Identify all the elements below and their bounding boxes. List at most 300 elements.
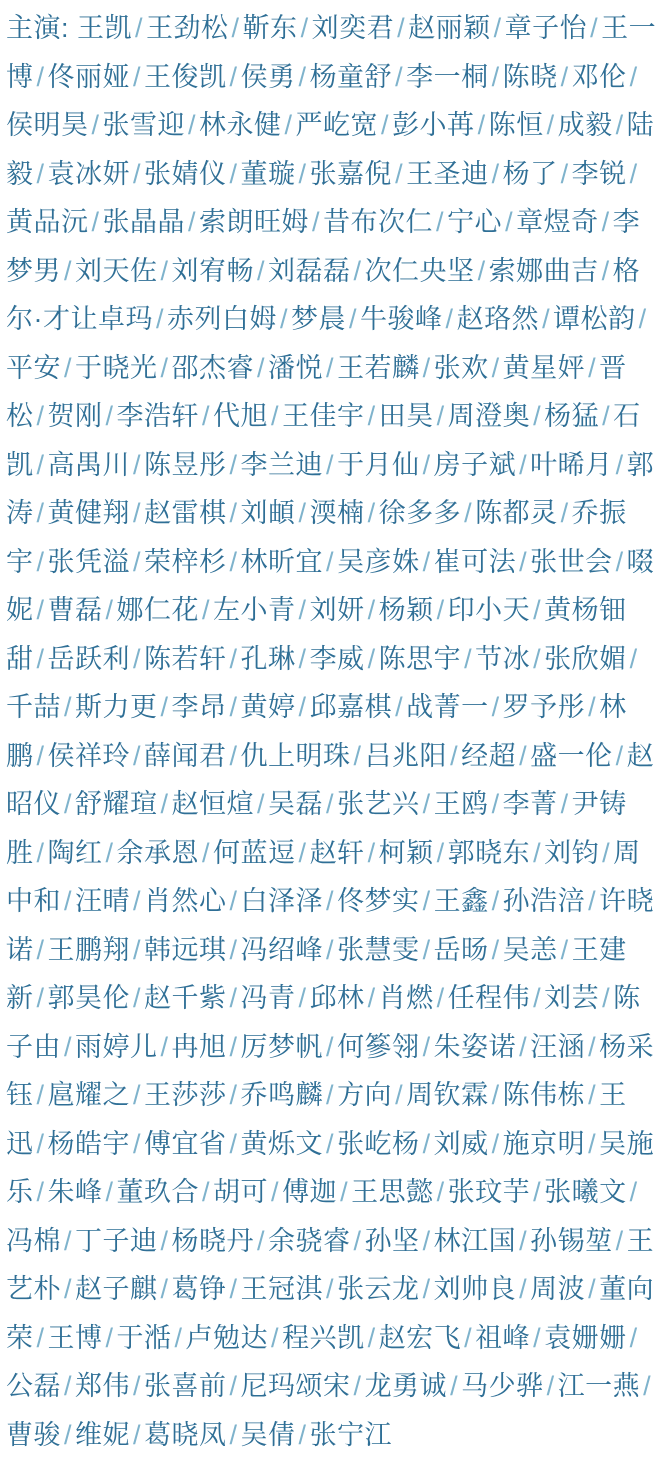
cast-name[interactable]: 袁冰妍 bbox=[47, 158, 131, 189]
cast-name[interactable]: 张屹杨 bbox=[337, 1128, 420, 1159]
cast-name[interactable]: 靳东 bbox=[242, 13, 298, 43]
cast-name[interactable]: 赵昭仪 bbox=[6, 740, 655, 819]
cast-separator: / bbox=[643, 1371, 652, 1401]
cast-name[interactable]: 王佳宇 bbox=[282, 401, 365, 431]
cast-separator: / bbox=[229, 1031, 238, 1062]
cast-separator: / bbox=[133, 158, 142, 189]
cast-separator: / bbox=[629, 643, 638, 674]
cast-name[interactable]: 黄烁文 bbox=[240, 1128, 324, 1159]
cast-separator: / bbox=[229, 498, 238, 528]
cast-name[interactable]: 白泽泽 bbox=[240, 886, 324, 916]
cast-name[interactable]: 王俊凯 bbox=[144, 61, 227, 92]
cast-name[interactable]: 王思懿 bbox=[351, 1177, 434, 1207]
cast-name[interactable]: 陈昱彤 bbox=[144, 449, 227, 480]
cast-name[interactable]: 袁姗姗 bbox=[544, 1322, 627, 1353]
cast-name[interactable]: 李锐 bbox=[571, 158, 627, 189]
cast-name[interactable]: 斯力更 bbox=[75, 692, 158, 722]
cast-name[interactable]: 王博 bbox=[47, 1322, 103, 1353]
cast-name[interactable]: 董玖合 bbox=[116, 1177, 200, 1207]
cast-name[interactable]: 邵杰睿 bbox=[171, 352, 255, 383]
cast-name[interactable]: 次仁央坚 bbox=[364, 255, 475, 286]
cast-separator: / bbox=[160, 1031, 169, 1062]
cast-name[interactable]: 罗予彤 bbox=[502, 692, 586, 722]
cast-name[interactable]: 冯棉 bbox=[6, 1225, 61, 1256]
cast-name[interactable]: 侯勇 bbox=[240, 61, 296, 92]
cast-separator: / bbox=[326, 1080, 335, 1110]
cast-name[interactable]: 厉梦帆 bbox=[240, 1031, 324, 1062]
cast-separator: / bbox=[271, 1322, 280, 1353]
cast-name[interactable]: 尹铸胜 bbox=[6, 789, 627, 868]
cast-name[interactable]: 牛骏峰 bbox=[360, 304, 443, 334]
cast-name[interactable]: 盛一伦 bbox=[530, 740, 613, 771]
cast-separator: / bbox=[367, 983, 376, 1013]
cast-name[interactable]: 佟梦实 bbox=[337, 886, 420, 916]
cast-name[interactable]: 李一桐 bbox=[406, 61, 489, 92]
cast-name[interactable]: 格尔·才让卓玛 bbox=[6, 255, 641, 334]
cast-separator: / bbox=[422, 1225, 431, 1256]
cast-name[interactable]: 吴倩 bbox=[240, 1419, 296, 1450]
cast-separator: / bbox=[422, 449, 431, 480]
cast-name[interactable]: 吴施乐 bbox=[6, 1128, 655, 1207]
cast-separator: / bbox=[64, 255, 73, 286]
cast-separator: / bbox=[381, 110, 390, 140]
cast-name[interactable]: 邓伦 bbox=[571, 61, 627, 92]
cast-name[interactable]: 张欢 bbox=[433, 352, 489, 383]
cast-name[interactable]: 冯绍峰 bbox=[240, 934, 324, 965]
cast-separator: / bbox=[271, 401, 280, 431]
cast-separator: / bbox=[298, 643, 307, 674]
cast-name[interactable]: 严屹宽 bbox=[295, 110, 379, 140]
cast-separator: / bbox=[464, 498, 473, 528]
cast-name[interactable]: 高禺川 bbox=[47, 449, 131, 480]
cast-name[interactable]: 于湉 bbox=[116, 1322, 172, 1353]
cast-name[interactable]: 陈思宇 bbox=[378, 643, 462, 674]
cast-separator: / bbox=[367, 498, 376, 528]
cast-name[interactable]: 刘芸 bbox=[544, 983, 600, 1013]
cast-separator: / bbox=[91, 110, 100, 140]
cast-name[interactable]: 章子怡 bbox=[504, 13, 588, 43]
cast-name[interactable]: 晋松 bbox=[6, 352, 627, 431]
cast-name[interactable]: 陈恒 bbox=[488, 110, 544, 140]
cast-name[interactable]: 肖然心 bbox=[144, 886, 227, 916]
cast-name[interactable]: 维妮 bbox=[75, 1419, 131, 1450]
cast-separator: / bbox=[105, 401, 114, 431]
cast-name[interactable]: 张婧仪 bbox=[144, 158, 227, 189]
cast-name[interactable]: 刘帅良 bbox=[433, 1274, 517, 1304]
cast-name[interactable]: 王鑫 bbox=[433, 886, 489, 916]
cast-name[interactable]: 乔振宇 bbox=[6, 498, 627, 577]
cast-name[interactable]: 印小天 bbox=[447, 595, 531, 625]
cast-name[interactable]: 黄品沅 bbox=[6, 207, 89, 237]
cast-name[interactable]: 周中和 bbox=[6, 837, 641, 916]
cast-separator: / bbox=[491, 1080, 500, 1110]
cast-name[interactable]: 尼玛颂宋 bbox=[240, 1371, 351, 1401]
cast-name[interactable]: 刘宥畅 bbox=[171, 255, 255, 286]
cast-name[interactable]: 潘悦 bbox=[268, 352, 324, 383]
cast-separator: / bbox=[533, 1177, 542, 1207]
cast-name[interactable]: 舒耀瑄 bbox=[75, 789, 158, 819]
cast-name[interactable]: 江一燕 bbox=[557, 1371, 641, 1401]
cast-name[interactable]: 节冰 bbox=[475, 643, 531, 674]
cast-name[interactable]: 周钦霖 bbox=[406, 1080, 489, 1110]
cast-name[interactable]: 公磊 bbox=[6, 1371, 61, 1401]
cast-name[interactable]: 石凯 bbox=[6, 401, 641, 480]
cast-name[interactable]: 林昕宜 bbox=[240, 546, 324, 577]
cast-separator: / bbox=[436, 401, 445, 431]
cast-name[interactable]: 董向荣 bbox=[6, 1274, 655, 1353]
cast-name[interactable]: 程兴凯 bbox=[282, 1322, 365, 1353]
cast-name[interactable]: 丁子迪 bbox=[75, 1225, 158, 1256]
cast-name[interactable]: 于晓光 bbox=[75, 352, 158, 383]
cast-name[interactable]: 经超 bbox=[461, 740, 517, 771]
cast-name[interactable]: 郭晓东 bbox=[447, 837, 531, 868]
cast-separator: / bbox=[105, 1322, 114, 1353]
cast-name[interactable]: 余骁睿 bbox=[268, 1225, 351, 1256]
cast-name[interactable]: 渜楠 bbox=[309, 498, 365, 528]
cast-name[interactable]: 邱林 bbox=[309, 983, 365, 1013]
cast-name[interactable]: 许晓诺 bbox=[6, 886, 655, 965]
cast-name[interactable]: 叶晞月 bbox=[530, 449, 613, 480]
cast-name[interactable]: 赵雷棋 bbox=[144, 498, 227, 528]
cast-separator: / bbox=[298, 983, 307, 1013]
cast-separator: / bbox=[615, 110, 624, 140]
cast-name[interactable]: 贺刚 bbox=[47, 401, 103, 431]
cast-name[interactable]: 王迅 bbox=[6, 1080, 627, 1159]
cast-separator: / bbox=[326, 352, 335, 383]
cast-name[interactable]: 周波 bbox=[530, 1274, 586, 1304]
cast-name[interactable]: 王劲松 bbox=[146, 13, 229, 43]
cast-separator: / bbox=[588, 1274, 597, 1304]
cast-name[interactable]: 荣梓杉 bbox=[144, 546, 227, 577]
cast-separator: / bbox=[602, 837, 611, 868]
cast-separator: / bbox=[133, 546, 142, 577]
cast-name[interactable]: 张艺兴 bbox=[337, 789, 420, 819]
cast-name[interactable]: 杨猛 bbox=[544, 401, 600, 431]
cast-name[interactable]: 于月仙 bbox=[337, 449, 420, 480]
cast-name[interactable]: 刘钧 bbox=[544, 837, 600, 868]
cast-separator: / bbox=[546, 1371, 555, 1401]
cast-name[interactable]: 林江国 bbox=[433, 1225, 517, 1256]
cast-name[interactable]: 王艺朴 bbox=[6, 1225, 655, 1304]
cast-separator: / bbox=[133, 1080, 142, 1110]
cast-name[interactable]: 索娜曲吉 bbox=[488, 255, 599, 286]
cast-name[interactable]: 吴彦姝 bbox=[337, 546, 420, 577]
cast-name[interactable]: 王若麟 bbox=[337, 352, 420, 383]
cast-name[interactable]: 孔琳 bbox=[240, 643, 296, 674]
cast-name[interactable]: 仇上明珠 bbox=[240, 740, 351, 771]
cast-name[interactable]: 雨婷儿 bbox=[75, 1031, 158, 1062]
cast-name[interactable]: 王鹏翔 bbox=[47, 934, 131, 965]
cast-name[interactable]: 刘奕君 bbox=[311, 13, 395, 43]
cast-separator: / bbox=[615, 740, 624, 771]
cast-separator: / bbox=[326, 934, 335, 965]
cast-separator: / bbox=[188, 110, 197, 140]
cast-name[interactable]: 王凯 bbox=[77, 13, 133, 43]
cast-name[interactable]: 田昊 bbox=[378, 401, 434, 431]
cast-name[interactable]: 李梦男 bbox=[6, 207, 641, 286]
cast-separator: / bbox=[188, 207, 197, 237]
cast-separator: / bbox=[533, 595, 542, 625]
cast-name[interactable]: 李浩轩 bbox=[116, 401, 200, 431]
cast-name[interactable]: 赵宏飞 bbox=[378, 1322, 462, 1353]
cast-name[interactable]: 陈伟栋 bbox=[502, 1080, 586, 1110]
cast-name[interactable]: 马少骅 bbox=[461, 1371, 544, 1401]
cast-separator: / bbox=[133, 1371, 142, 1401]
cast-name[interactable]: 曹磊 bbox=[47, 595, 103, 625]
cast-name[interactable]: 王鸥 bbox=[433, 789, 489, 819]
cast-name[interactable]: 林永健 bbox=[199, 110, 282, 140]
cast-name[interactable]: 战菁一 bbox=[406, 692, 489, 722]
cast-name[interactable]: 赵子麒 bbox=[75, 1274, 158, 1304]
cast-name[interactable]: 董璇 bbox=[240, 158, 296, 189]
cast-separator: / bbox=[477, 110, 486, 140]
cast-name[interactable]: 啜妮 bbox=[6, 546, 655, 625]
cast-name[interactable]: 杨皓宇 bbox=[47, 1128, 131, 1159]
cast-name[interactable]: 代旭 bbox=[213, 401, 269, 431]
cast-name[interactable]: 杨童舒 bbox=[309, 61, 393, 92]
cast-separator: / bbox=[326, 1031, 335, 1062]
cast-separator: / bbox=[533, 401, 542, 431]
cast-name[interactable]: 刘妍 bbox=[309, 595, 365, 625]
cast-name[interactable]: 郑伟 bbox=[75, 1371, 131, 1401]
cast-name[interactable]: 梦晨 bbox=[291, 304, 347, 334]
cast-name[interactable]: 曹骏 bbox=[6, 1419, 61, 1450]
cast-name[interactable]: 侯明昊 bbox=[6, 110, 89, 140]
cast-name[interactable]: 佟丽娅 bbox=[47, 61, 131, 92]
cast-name[interactable]: 张玟芋 bbox=[447, 1177, 531, 1207]
cast-name[interactable]: 张曦文 bbox=[544, 1177, 627, 1207]
cast-separator: / bbox=[202, 837, 211, 868]
cast-separator: / bbox=[588, 1080, 597, 1110]
cast-name[interactable]: 孙浩涪 bbox=[502, 886, 586, 916]
cast-name[interactable]: 吕兆阳 bbox=[364, 740, 448, 771]
cast-name[interactable]: 陈若轩 bbox=[144, 643, 227, 674]
cast-separator: / bbox=[64, 692, 73, 722]
cast-name[interactable]: 冯青 bbox=[240, 983, 296, 1013]
cast-name[interactable]: 索朗旺姆 bbox=[199, 207, 310, 237]
cast-separator: / bbox=[229, 449, 238, 480]
cast-separator: / bbox=[450, 740, 459, 771]
cast-separator: / bbox=[436, 1177, 445, 1207]
cast-name[interactable]: 王建新 bbox=[6, 934, 627, 1013]
cast-name[interactable]: 乔鸣麟 bbox=[240, 1080, 324, 1110]
cast-name[interactable]: 杨采钰 bbox=[6, 1031, 655, 1110]
cast-label: 主演: bbox=[6, 13, 70, 43]
cast-name[interactable]: 郭昊伦 bbox=[47, 983, 131, 1013]
cast-name[interactable]: 林鹏 bbox=[6, 692, 627, 771]
cast-name[interactable]: 张晶晶 bbox=[102, 207, 186, 237]
cast-name[interactable]: 吴恙 bbox=[502, 934, 558, 965]
cast-name[interactable]: 周澄奥 bbox=[447, 401, 531, 431]
cast-name[interactable]: 左小青 bbox=[213, 595, 296, 625]
cast-name[interactable]: 赵轩 bbox=[309, 837, 365, 868]
cast-separator: / bbox=[105, 595, 114, 625]
cast-name[interactable]: 葛铮 bbox=[171, 1274, 227, 1304]
cast-name[interactable]: 李昂 bbox=[171, 692, 227, 722]
cast-separator: / bbox=[326, 449, 335, 480]
cast-name[interactable]: 张嘉倪 bbox=[309, 158, 393, 189]
cast-separator: / bbox=[36, 837, 45, 868]
cast-name[interactable]: 黄健翔 bbox=[47, 498, 131, 528]
cast-name[interactable]: 扈耀之 bbox=[47, 1080, 131, 1110]
cast-separator: / bbox=[36, 595, 45, 625]
cast-name[interactable]: 陈都灵 bbox=[475, 498, 558, 528]
cast-separator: / bbox=[326, 1128, 335, 1159]
cast-name[interactable]: 何篸翎 bbox=[337, 1031, 420, 1062]
cast-name[interactable]: 杨颖 bbox=[378, 595, 434, 625]
cast-separator: / bbox=[280, 304, 289, 334]
cast-separator: / bbox=[36, 498, 45, 528]
cast-name[interactable]: 赵恒煊 bbox=[171, 789, 255, 819]
cast-name[interactable]: 葛晓凤 bbox=[144, 1419, 227, 1450]
cast-name[interactable]: 谭松韵 bbox=[553, 304, 636, 334]
cast-name[interactable]: 王一博 bbox=[6, 13, 657, 92]
cast-separator: / bbox=[638, 304, 647, 334]
cast-separator: / bbox=[422, 352, 431, 383]
cast-separator: / bbox=[367, 401, 376, 431]
cast-separator: / bbox=[229, 934, 238, 965]
cast-name[interactable]: 陈子由 bbox=[6, 983, 641, 1062]
cast-name[interactable]: 王冠淇 bbox=[240, 1274, 324, 1304]
cast-separator: / bbox=[491, 61, 500, 92]
cast-name[interactable]: 平安 bbox=[6, 352, 61, 383]
cast-name[interactable]: 赵千紫 bbox=[144, 983, 227, 1013]
cast-separator: / bbox=[560, 158, 569, 189]
cast-separator: / bbox=[133, 498, 142, 528]
cast-name[interactable]: 徐多多 bbox=[378, 498, 462, 528]
cast-name[interactable]: 岳旸 bbox=[433, 934, 489, 965]
cast-name[interactable]: 王莎莎 bbox=[144, 1080, 227, 1110]
cast-name[interactable]: 施京明 bbox=[502, 1128, 586, 1159]
cast-name[interactable]: 杨晓丹 bbox=[171, 1225, 255, 1256]
cast-name[interactable]: 肖燃 bbox=[378, 983, 434, 1013]
cast-name[interactable]: 胡可 bbox=[213, 1177, 269, 1207]
cast-name[interactable]: 张雪迎 bbox=[102, 110, 186, 140]
cast-separator: / bbox=[588, 692, 597, 722]
cast-name[interactable]: 房子斌 bbox=[433, 449, 517, 480]
cast-name[interactable]: 娜仁花 bbox=[116, 595, 200, 625]
cast-separator: / bbox=[588, 886, 597, 916]
cast-separator: / bbox=[436, 837, 445, 868]
cast-separator: / bbox=[629, 158, 638, 189]
cast-name[interactable]: 余承恩 bbox=[116, 837, 200, 868]
cast-separator: / bbox=[326, 789, 335, 819]
cast-name[interactable]: 张慧雯 bbox=[337, 934, 420, 965]
cast-name[interactable]: 刘磊磊 bbox=[268, 255, 351, 286]
cast-name[interactable]: 吴磊 bbox=[268, 789, 324, 819]
cast-separator: / bbox=[590, 13, 599, 43]
cast-separator: / bbox=[601, 207, 610, 237]
cast-name[interactable]: 张宁江 bbox=[309, 1419, 393, 1450]
cast-separator: / bbox=[422, 1274, 431, 1304]
cast-name[interactable]: 成毅 bbox=[557, 110, 613, 140]
cast-name[interactable]: 崔可法 bbox=[433, 546, 517, 577]
cast-name[interactable]: 冉旭 bbox=[171, 1031, 227, 1062]
cast-name[interactable]: 汪涵 bbox=[530, 1031, 586, 1062]
cast-separator: / bbox=[36, 934, 45, 965]
cast-name[interactable]: 何蓝逗 bbox=[213, 837, 296, 868]
cast-name[interactable]: 张云龙 bbox=[337, 1274, 420, 1304]
cast-name[interactable]: 李兰迪 bbox=[240, 449, 324, 480]
cast-name[interactable]: 韩远琪 bbox=[144, 934, 227, 965]
cast-name[interactable]: 昔布次仁 bbox=[323, 207, 434, 237]
cast-name[interactable]: 邱嘉棋 bbox=[309, 692, 393, 722]
cast-name[interactable]: 祖峰 bbox=[475, 1322, 531, 1353]
cast-separator: / bbox=[36, 1177, 45, 1207]
cast-name[interactable]: 刘頔 bbox=[240, 498, 296, 528]
cast-separator: / bbox=[229, 643, 238, 674]
cast-name[interactable]: 龙勇诚 bbox=[364, 1371, 448, 1401]
cast-name[interactable]: 方向 bbox=[337, 1080, 393, 1110]
cast-name[interactable]: 张凭溢 bbox=[47, 546, 131, 577]
cast-name[interactable]: 郭涛 bbox=[6, 449, 655, 528]
cast-name[interactable]: 陈晓 bbox=[502, 61, 558, 92]
cast-separator: / bbox=[395, 158, 404, 189]
cast-name[interactable]: 彭小苒 bbox=[392, 110, 475, 140]
cast-name[interactable]: 黄婷 bbox=[240, 692, 296, 722]
cast-name[interactable]: 李威 bbox=[309, 643, 365, 674]
cast-name[interactable]: 陶红 bbox=[47, 837, 103, 868]
cast-name[interactable]: 汪晴 bbox=[75, 886, 131, 916]
cast-name[interactable]: 岳跃利 bbox=[47, 643, 131, 674]
cast-name[interactable]: 卢勉达 bbox=[185, 1322, 269, 1353]
cast-name[interactable]: 侯祥玲 bbox=[47, 740, 131, 771]
cast-name[interactable]: 任程伟 bbox=[447, 983, 531, 1013]
cast-separator: / bbox=[560, 789, 569, 819]
cast-separator: / bbox=[229, 1371, 238, 1401]
cast-separator: / bbox=[160, 255, 169, 286]
cast-name[interactable]: 柯颖 bbox=[378, 837, 434, 868]
cast-name[interactable]: 朱姿诺 bbox=[433, 1031, 517, 1062]
cast-separator: / bbox=[229, 983, 238, 1013]
cast-name[interactable]: 刘天佐 bbox=[75, 255, 158, 286]
cast-name[interactable]: 千喆 bbox=[6, 692, 61, 722]
cast-name[interactable]: 赵丽颖 bbox=[408, 13, 491, 43]
cast-name[interactable]: 张欣媚 bbox=[544, 643, 627, 674]
cast-name[interactable]: 陆毅 bbox=[6, 110, 655, 189]
cast-separator: / bbox=[229, 1128, 238, 1159]
cast-name[interactable]: 赵珞然 bbox=[456, 304, 540, 334]
cast-name[interactable]: 李菁 bbox=[502, 789, 558, 819]
cast-name[interactable]: 黄星㛁 bbox=[502, 352, 586, 383]
cast-separator: / bbox=[36, 983, 45, 1013]
cast-separator: / bbox=[64, 1031, 73, 1062]
cast-separator: / bbox=[353, 1225, 362, 1256]
cast-separator: / bbox=[491, 934, 500, 965]
cast-name[interactable]: 傅宜省 bbox=[144, 1128, 227, 1159]
cast-name[interactable]: 王圣迪 bbox=[406, 158, 489, 189]
cast-name[interactable]: 杨了 bbox=[502, 158, 558, 189]
cast-name[interactable]: 傅迦 bbox=[282, 1177, 338, 1207]
cast-name[interactable]: 孙坚 bbox=[364, 1225, 420, 1256]
cast-name[interactable]: 孙锡堃 bbox=[530, 1225, 613, 1256]
cast-name[interactable]: 刘威 bbox=[433, 1128, 489, 1159]
cast-separator: / bbox=[202, 1177, 211, 1207]
cast-name[interactable]: 赤列白姆 bbox=[167, 304, 278, 334]
cast-name[interactable]: 张喜前 bbox=[144, 1371, 227, 1401]
cast-separator: / bbox=[519, 740, 528, 771]
cast-name[interactable]: 章煜奇 bbox=[516, 207, 599, 237]
cast-separator: / bbox=[560, 498, 569, 528]
cast-name[interactable]: 张世会 bbox=[530, 546, 613, 577]
cast-separator: / bbox=[367, 643, 376, 674]
cast-name[interactable]: 宁心 bbox=[447, 207, 503, 237]
cast-separator: / bbox=[422, 546, 431, 577]
cast-name[interactable]: 朱峰 bbox=[47, 1177, 103, 1207]
cast-name[interactable]: 黄杨钿甜 bbox=[6, 595, 627, 674]
cast-separator: / bbox=[491, 352, 500, 383]
cast-name[interactable]: 薛闻君 bbox=[144, 740, 227, 771]
